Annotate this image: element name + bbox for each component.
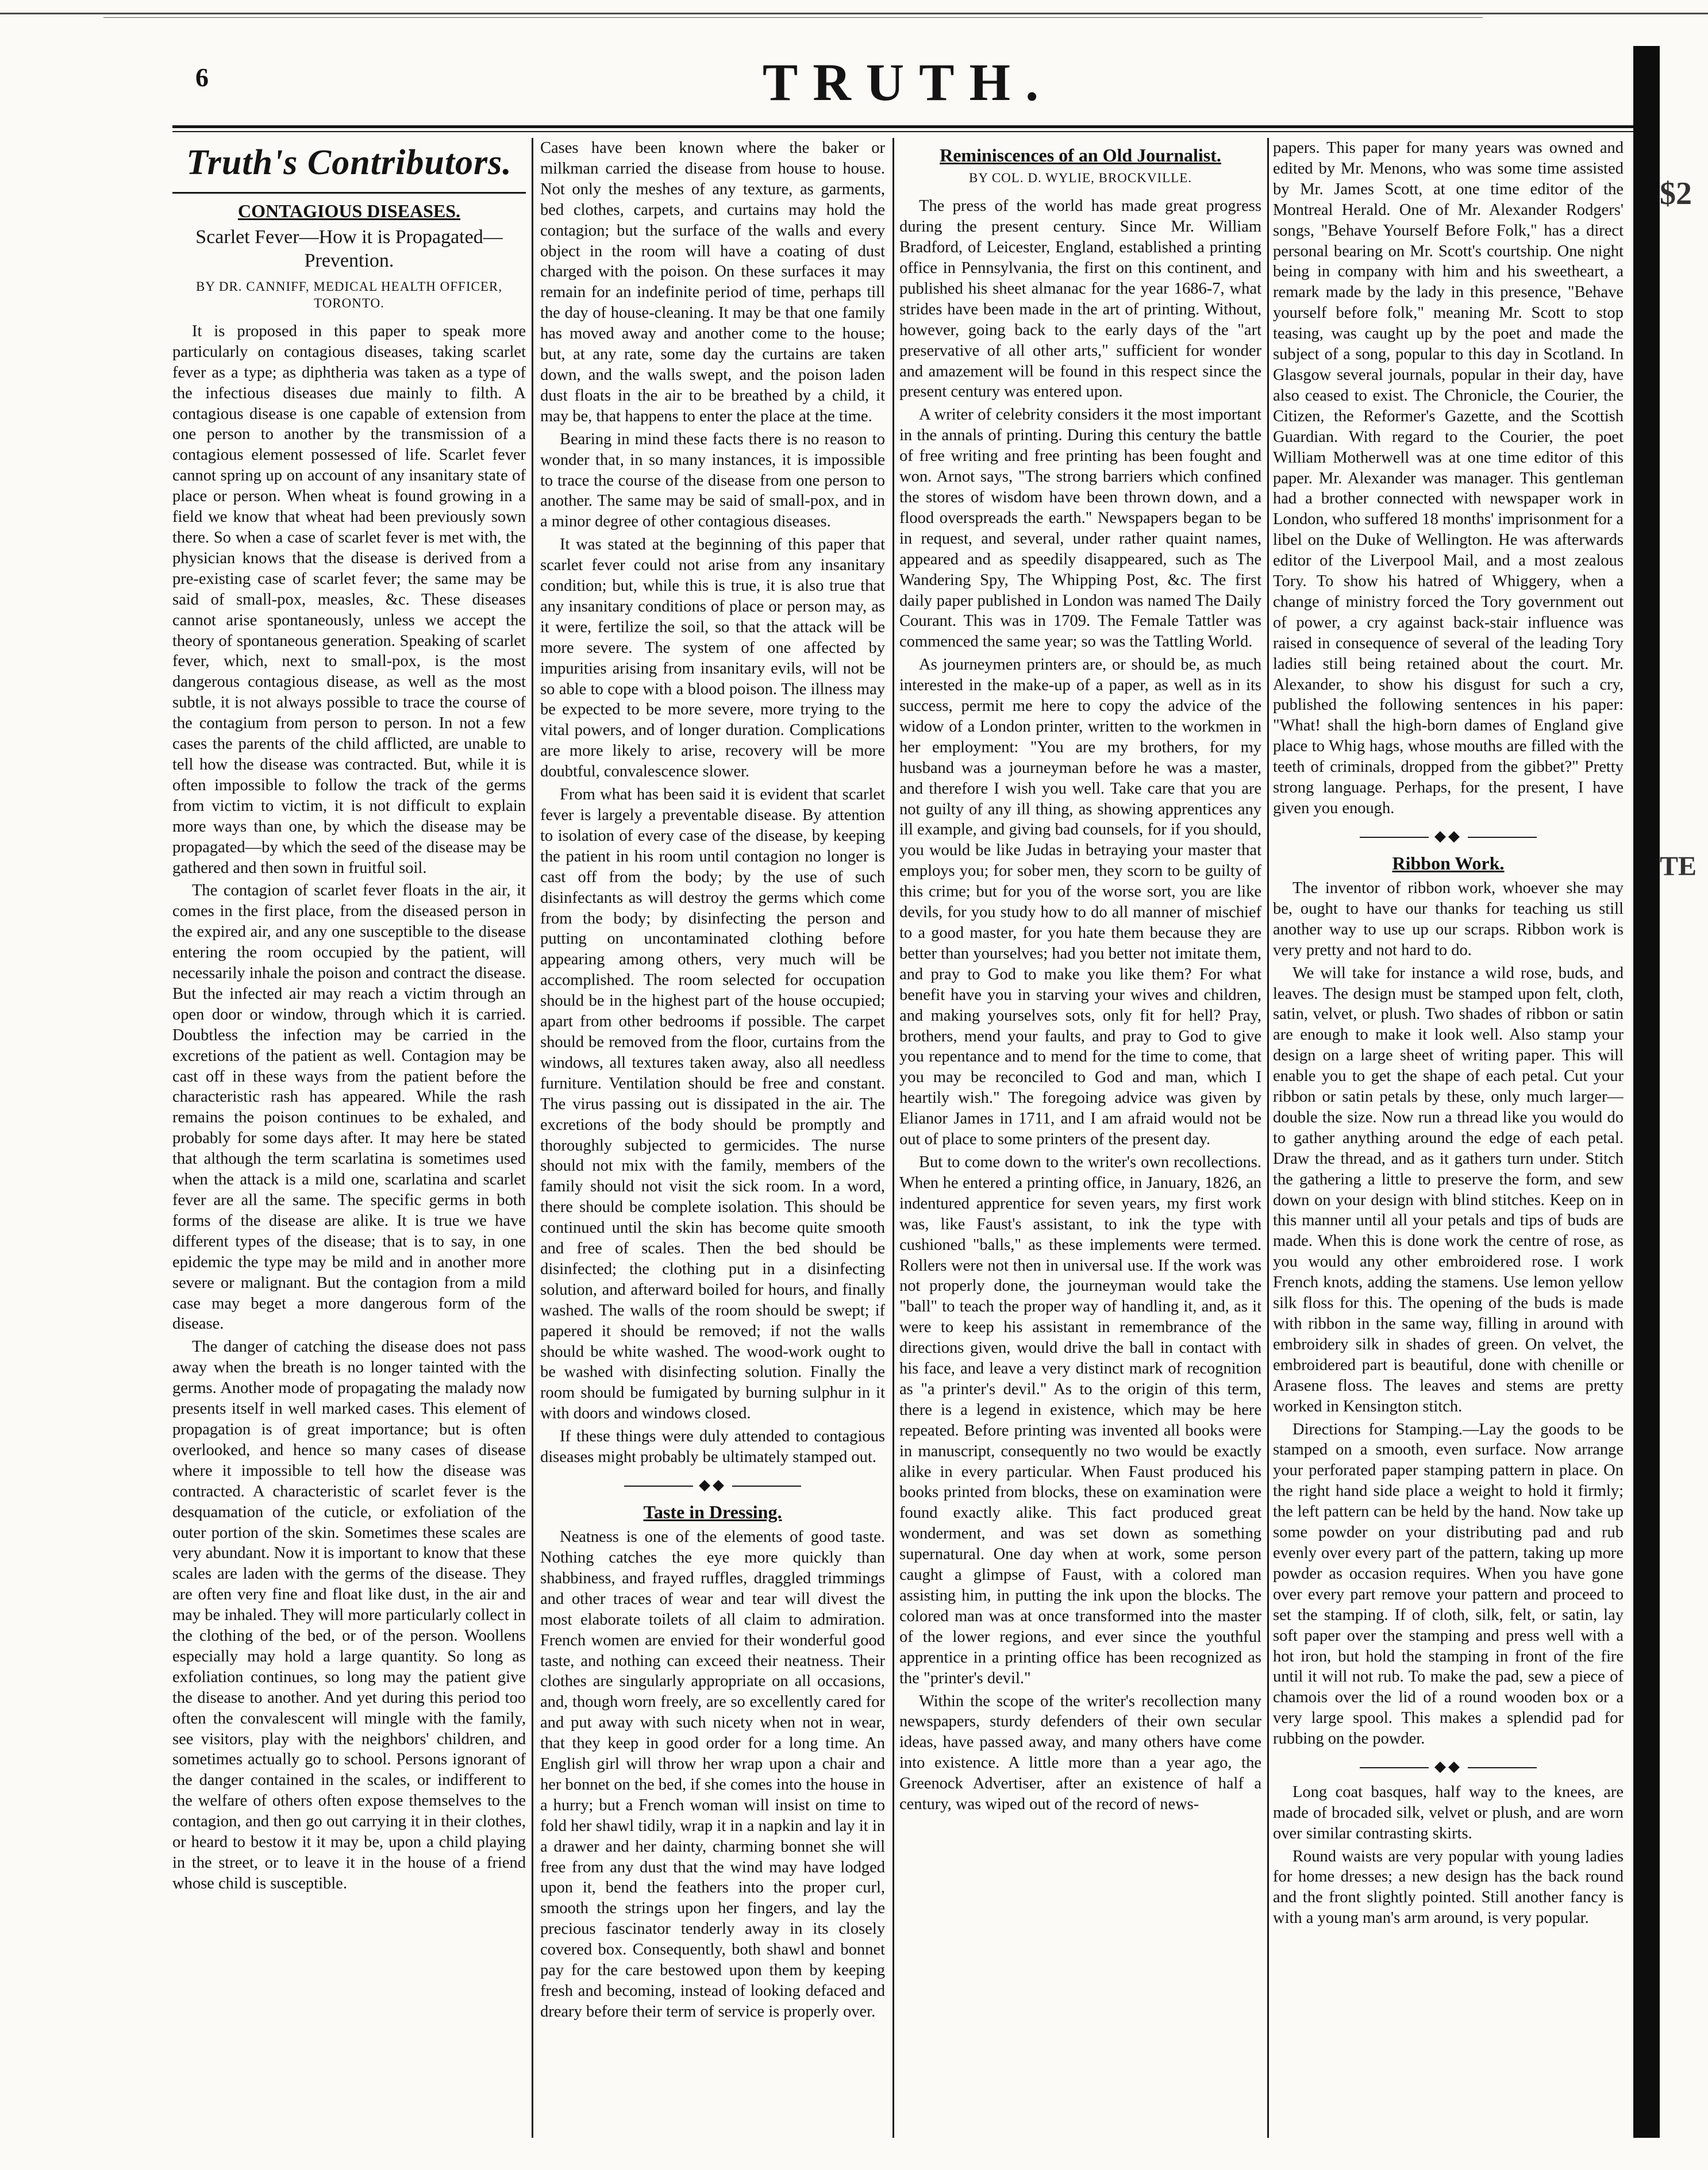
newspaper-title: TRUTH.: [762, 53, 1054, 111]
column-fade: [172, 2115, 526, 2138]
article-paragraph: As journeymen printers are, or should be, as much interested in the make-up of a paper, as well as in its success, permit me here to copy the advice of the widow of a London printer, written to the workmen in her employment: "You are my brothers, for my husband was a journeyman before he was a master, and therefore I wish you well. Take care that you are not guilty of any ill thing, as showing apprentices any ill example, and giving bad counsels, for if you should, you would be like Judas in betraying your master that employs you; for sober men, they scorn to be guilty of this crime; but for you of the worse sort, you are like devils, for you study how to do all manner of mischief to a good master, for you hate them because they are better than yourselves; had you better not imitate them, and pray to God to make you like them? For what benefit have you in starving your wives and children, and making yourselves sots, only fit for hell? Pray, brothers, mend your faults, and pray to God to give you repentance and to mend for the time to come, that you may be reconciled to God and man, which I heartily wish." The foregoing advice was given by Elianor James in 1711, and I am afraid would not be out of place to some printers of the present day.: [899, 656, 1261, 1149]
column-1: [172, 138, 526, 2138]
article-paragraph: It was stated at the beginning of this paper that scarlet fever could not arise from any insanitary condition; but, while this is true, it is also true that any insanitary conditions of place or person may, as it were, fertilize the soil, so that the attack will be more severe. The system of one affected by impurities arising from insanitary evils, will not be so able to cope with a blood poison. The illness may be expected to be more severe, more trying to the vital powers, and of longer duration. Complications are more likely to arise, recovery will be more doubtful, convalescence slower.: [540, 536, 885, 781]
column-separator: [532, 138, 533, 2138]
section-ornament: ◆◆: [1273, 1757, 1624, 1776]
adjacent-heading: $2: [1660, 176, 1692, 211]
section-ornament: ◆◆: [540, 1476, 885, 1495]
heading-rule: [172, 192, 526, 194]
scan-edge-line: [0, 13, 1708, 14]
column-4: [1273, 138, 1624, 2138]
section-ornament: ◆◆: [1273, 827, 1624, 846]
article-paragraph: The inventor of ribbon work, whoever she may be, ought to have our thanks for teaching us still another way to use up our scraps. Ribbon work is very pretty and not hard to do.: [1273, 879, 1624, 959]
article-byline: BY DR. CANNIFF, MEDICAL HEALTH OFFICER, TORONTO.: [196, 279, 502, 310]
column-2: [540, 138, 885, 2138]
column-separator: [893, 138, 894, 2138]
column-3: [899, 138, 1261, 2138]
article-paragraph: The press of the world has made great progress during the present century. Since Mr. William Bradford, of Leicester, England, established a printing office in Pennsylvania, the first on this continent, and published his sheet almanac for the year 1686-7, what strides have been made in the art of printing. Without, however, going back to the early days of the "art preservative of all other arts," sufficient for wonder and amazement will be found in this respect since the present century was entered upon.: [899, 197, 1261, 401]
article-paragraph: Neatness is one of the elements of good taste. Nothing catches the eye more quickly than shabbiness, and frayed ruffles, draggled trimmings and other traces of wear and tear will divest the most elaborate toilets of all claim to admiration. French women are envied for their wonderful good taste, and nothing can exceed their neatness. Their clothes are singularly appropriate on all occasions, and, though worn freely, are so excellently cared for and put away with such nicety when not in wear, that they keep in good order for a long time. An English girl will throw her wrap upon a chair and her bonnet on the bed, if she comes into the house in a hurry; but a French woman will insist on time to fold her shawl tidily, wrap it in a napkin and lay it in a drawer and her dainty, charming bonnet she will free from any dust that the wind may have lodged upon it, bend the feathers into the proper curl, smooth the strings upon her fingers, and lay the precious fascinator tenderly away in its closely covered box. Consequently, both shawl and bonnet pay for the care bestowed upon them by keeping fresh and becoming, instead of looking defaced and dreary before their term of service is properly over.: [540, 1528, 885, 2021]
article-paragraph: Within the scope of the writer's recollection many newspapers, sturdy defenders of their own secular ideas, have passed away, and many others have come into existence. A little more than a year ago, the Greenock Advertiser, after an existence of half a century, was wiped out of the record of news-: [899, 1692, 1261, 1814]
column-fade: [899, 2115, 1261, 2138]
article-paragraph: But to come down to the writer's own recollections. When he entered a printing office, in January, 1826, an indentured apprentice for seven years, my first work was, like Faust's assistant, to ink the type with cushioned "balls," as these implements were termed. Rollers were not then in universal use. If the work was not properly done, the journeyman would take the "ball" to teach the proper way of handling it, and, as it were to keep his assistant in remembrance of the directions given, would drive the ball in contact with his face, and leave a very distinct mark of recognition as "a printer's devil." As to the origin of this term, there is a legend in existence, which may be here repeated. Before printing was invented all books were in manuscript, consequently no two would be exactly alike in every particular. When Faust produced his books printed from blocks, these on examination were found exactly alike. This fact produced great wonderment, and was set down as something supernatural. One day when at work, some person caught a glimpse of Faust, with a colored man assisting him, in putting the ink upon the blocks. The colored man was at once transformed into the master of the lower regions, and ever since the youthful apprentice in a printing office has been recognized as the "printer's devil.": [899, 1153, 1261, 1687]
article-subtitle: Scarlet Fever—How it is Propagated—Prevention.: [195, 226, 503, 272]
article-paragraph: From what has been said it is evident that scarlet fever is largely a preventable disease. By attention to isolation of every case of the disease, by keeping the patient in his room until contagion no longer is cast off from the body; by the use of such disinfectants as will destroy the germs which come from the body; by disinfecting the person and putting on uncontaminated clothing before appearing among others, very much will be accomplished. The room selected for occupation should be in the highest part of the house occupied; apart from other bedrooms if possible. The carpet should be removed from the floor, curtains from the windows, all textures taken away, also all needless furniture. Ventilation should be free and constant. The virus passing out is dissipated in the air. The excretions of the body should be promptly and thoroughly subjected to germicides. The nurse should not mix with the family, members of the family should not visit the sick room. In a word, there should be complete isolation. This should be continued until the skin has become quite smooth and free of scales. Then the bed should be disinfected; the clothing put in a disinfecting solution, and afterward boiled for hours, and finally washed. The walls of the room should be swept; if papered it should be removed; if not the walls should be white washed. The wood-work ought to be washed with disinfecting solution. Finally the room should be fumigated by burning sulphur in it with doors and windows closed.: [540, 786, 885, 1423]
article-paragraph: Round waists are very popular with young ladies for home dresses; a new design has the back round and the front slightly pointed. Still another fancy is with a young man's arm around, is very popular.: [1273, 1847, 1624, 1927]
article-title: CONTAGIOUS DISEASES.: [237, 201, 461, 222]
article-paragraph: The contagion of scarlet fever floats in the air, it comes in the first place, from the diseased person in the expired air, and any one susceptible to the disease entering the room occupied by the patient, will necessarily inhale the poison and contract the disease. But the infected air may reach a victim through an open door or window, through which it is carried. Doubtless the infection may be carried in the excretions of the patient as well. Contagion may be cast off in these ways from the patient before the characteristic rash has appeared. While the rash remains the poison continues to be exhaled, and probably for some days after. It may here be stated that although the term scarlatina is sometimes used when the attack is a mild one, scarlatina and scarlet fever are all the same. The specific germs in both forms of the disease are alike. It is true we have different types of the disease; that is to say, in one epidemic the type may be mild and in another more severe or malignant. But the contagion from a mild case may beget a more dangerous form of the disease.: [172, 882, 526, 1333]
column-fade: [540, 2115, 885, 2138]
page-number: 6: [195, 63, 209, 92]
adjacent-page-strip: [1660, 138, 1708, 2138]
article-paragraph: We will take for instance a wild rose, buds, and leaves. The design must be stamped upon felt, cloth, satin, velvet, or plush. Two shades of ribbon or satin are enough to make it look well. Also stamp your design on a large sheet of writing paper. This will enable you to get the shape of each petal. Cut your ribbon or satin petals by these, only much larger—double the size. Now run a thread like you would do to gather anything around the edge of each petal. Draw the thread, and as it gathers turn under. Stitch the gathering a little to preserve the form, and sew down on your design with blind stitches. Keep on in this manner until all your petals and tips of buds are made. When this is done work the centre of rose, as you would any other embroidered rose. I work French knots, adding the stamens. Use lemon yellow silk floss for this. The opening of the buds is made with ribbon in the same way, filling in around with embroidery silk in shades of green. On velvet, the embroidered part is beautiful, done with chenille or Arasene floss. The leaves and stems are pretty worked in Kensington stitch.: [1273, 964, 1624, 1415]
contributors-heading: Truth's Contributors.: [186, 143, 512, 182]
masthead: [172, 52, 1644, 144]
reminiscences-byline: BY COL. D. WYLIE, BROCKVILLE.: [968, 171, 1192, 186]
reminiscences-title: Reminiscences of an Old Journalist.: [940, 145, 1221, 166]
ribbon-title: Ribbon Work.: [1392, 852, 1505, 874]
scan-edge-line-thin: [103, 17, 1483, 18]
masthead-rule: [172, 125, 1647, 128]
binding-edge: [1633, 46, 1660, 2138]
article-paragraph: Cases have been known where the baker or milkman carried the disease from house to house. Not only the meshes of any texture, as garments, bed clothes, carpets, and curtains may hold the contagion; but the surface of the walls and every object in the room will have a coating of dust charged with the poison. On these surfaces it may remain for an indefinite period of time, perhaps till the day of house-cleaning. It may be that one family has moved away and another come to the house; but, at any rate, some day the curtains are taken down, and the walls swept, and the poison laden dust floats in the air to be breathed by a child, it may be, that happens to enter the place at the time.: [540, 139, 885, 425]
article-paragraph: Long coat basques, half way to the knees, are made of brocaded silk, velvet or plush, and are worn over similar contrasting skirts.: [1273, 1783, 1624, 1842]
article-paragraph: A writer of celebrity considers it the most important in the annals of printing. During this century the battle of free writing and free printing has been fought and won. Arnot says, "The strong barriers which confined the stores of wisdom have been thrown down, and a flood overspreads the earth." Newspapers began to be in request, and several, under rather quaint names, appeared and as speedily disappeared, such as The Wandering Spy, The Whipping Post, &c. The first daily paper published in London was named The Daily Courant. This was in 1709. The Female Tattler was commenced the same year; so was the Tattling World.: [899, 406, 1261, 651]
article-paragraph: papers. This paper for many years was owned and edited by Mr. Menons, who was some time assisted by Mr. James Scott, at one time editor of the Montreal Herald. One of Mr. Alexander Rodgers' songs, "Behave Yourself Before Folk," has a direct personal bearing on Mr. Scott's courtship. One night being in company with him and his sweetheart, a remark made by the lady in this presence, "Behave yourself before folk," meaning Mr. Scott to stop teasing, was caught up by the poet and made the subject of a song, popular to this day in Scotland. In Glasgow several journals, popular in their day, have also ceased to exist. The Chronicle, the Courier, the Citizen, the Reformer's Gazette, and the Scottish Guardian. With regard to the Courier, the poet William Motherwell was at one time editor of this paper. Mr. Alexander was manager. This gentleman had a brother connected with newspaper work in London, who suffered 18 months' imprisonment for a libel on the Duke of Wellington. He was afterwards editor of the Liverpool Mail, and a most zealous Tory. To show his hatred of Whiggery, when a change of ministry forced the Tory government out of power, a cry against back-stair influence was raised in consequence of several of the leading Tory ladies still being retained about the court. Mr. Alexander, to show his disgust for such a cry, published the following sentences in his paper: "What! shall the high-born dames of England give place to Whig hags, whose mouths are filled with the teeth of criminals, dropped from the gibbet?" Pretty strong language. Perhaps, for the present, I have given you enough.: [1273, 139, 1624, 817]
article-paragraph: It is proposed in this paper to speak more particularly on contagious diseases, taking scarlet fever as a type; as diphtheria was taken as a type of the infectious diseases due mainly to filth. A contagious disease is one capable of extension from one person to another by the transmission of a contagious element possessed of life. Scarlet fever cannot spring up on account of any insanitary state of place or person. When wheat is found growing in a field we know that wheat had been previously sown there. So when a case of scarlet fever is met with, the physician knows that the disease is derived from a pre-existing case of scarlet fever; the same may be said of small-pox, measles, &c. These diseases cannot arise spontaneously, unless we accept the theory of spontaneous generation. Speaking of scarlet fever, which, next to small-pox, is the most dangerous contagious disease, as well as the most subtle, it is not always possible to trace the course of the contagium from person to person. In not a few cases the parents of the child afflicted, are unable to tell how the disease was contracted. But, while it is often impossible to follow the track of the germs from victim to victim, it is not difficult to explain more ways than one, by which the disease may be propagated—by which the seed of the disease may be gathered and then sown in fruitful soil.: [172, 322, 526, 877]
article-paragraph: Bearing in mind these facts there is no reason to wonder that, in so many instances, it is impossible to trace the course of the disease from one person to another. The same may be said of small-pox, and in a minor degree of other contagious diseases.: [540, 430, 885, 531]
column-fade: [1273, 2115, 1624, 2138]
article-paragraph: If these things were duly attended to contagious diseases might probably be ultimately stamped out.: [540, 1428, 885, 1467]
masthead-rule-thin: [172, 131, 1647, 132]
article-paragraph: Directions for Stamping.—Lay the goods to be stamped on a smooth, even surface. Now arrange your perforated paper stamping pattern in place. On the right hand side place a weight to hold it firmly; the left pattern can be held by the hand. Now take up some powder on your distributing pad and rub evenly over every part of the pattern, taking up more powder as occasion requires. When you have gone over every part remove your pattern and proceed to set the stamping. If of cloth, silk, felt, or satin, lay soft paper over the stamping and press well with a hot iron, but hold the stamping in front of the fire until it will not rub. To make the pad, sew a piece of chamois over the lid of a round wooden box or a very large spool. This makes a splendid pad for rubbing on the powder.: [1273, 1420, 1624, 1748]
article-paragraph: The danger of catching the disease does not pass away when the breath is no longer tainted with the germs. Another mode of propagating the malady now presents itself in well marked cases. This element of propagation is of great importance; but is often overlooked, and hence so many cases of disease where it impossible to tell how the disease was contracted. A characteristic of scarlet fever is the desquamation of the cuticle, or exfoliation of the outer portion of the skin. Sometimes these scales are very abundant. Now it is important to know that these scales are laden with the germs of the disease. They are often very fine and float like dust, in the air and may be inhaled. They will more particularly collect in the clothing of the bed, or of the person. Woollens especially may hold a large quantity. So long as exfoliation continues, so long may the patient give the disease to another. And yet during this period too often the convalescent will mingle with the family, see visitors, play with the neighbors' children, and sometimes actually go to school. Persons ignorant of the danger contained in the scales, or indifferent to the welfare of others often expose themselves to the contagion, and then go out carrying it in their clothes, or heard to bestow it it may be, upon a child playing in the street, or to leave it in the house of a friend whose child is susceptible.: [172, 1338, 526, 1892]
column-separator: [1267, 138, 1269, 2138]
taste-title: Taste in Dressing.: [643, 1501, 782, 1522]
adjacent-heading: TE: [1660, 851, 1697, 882]
